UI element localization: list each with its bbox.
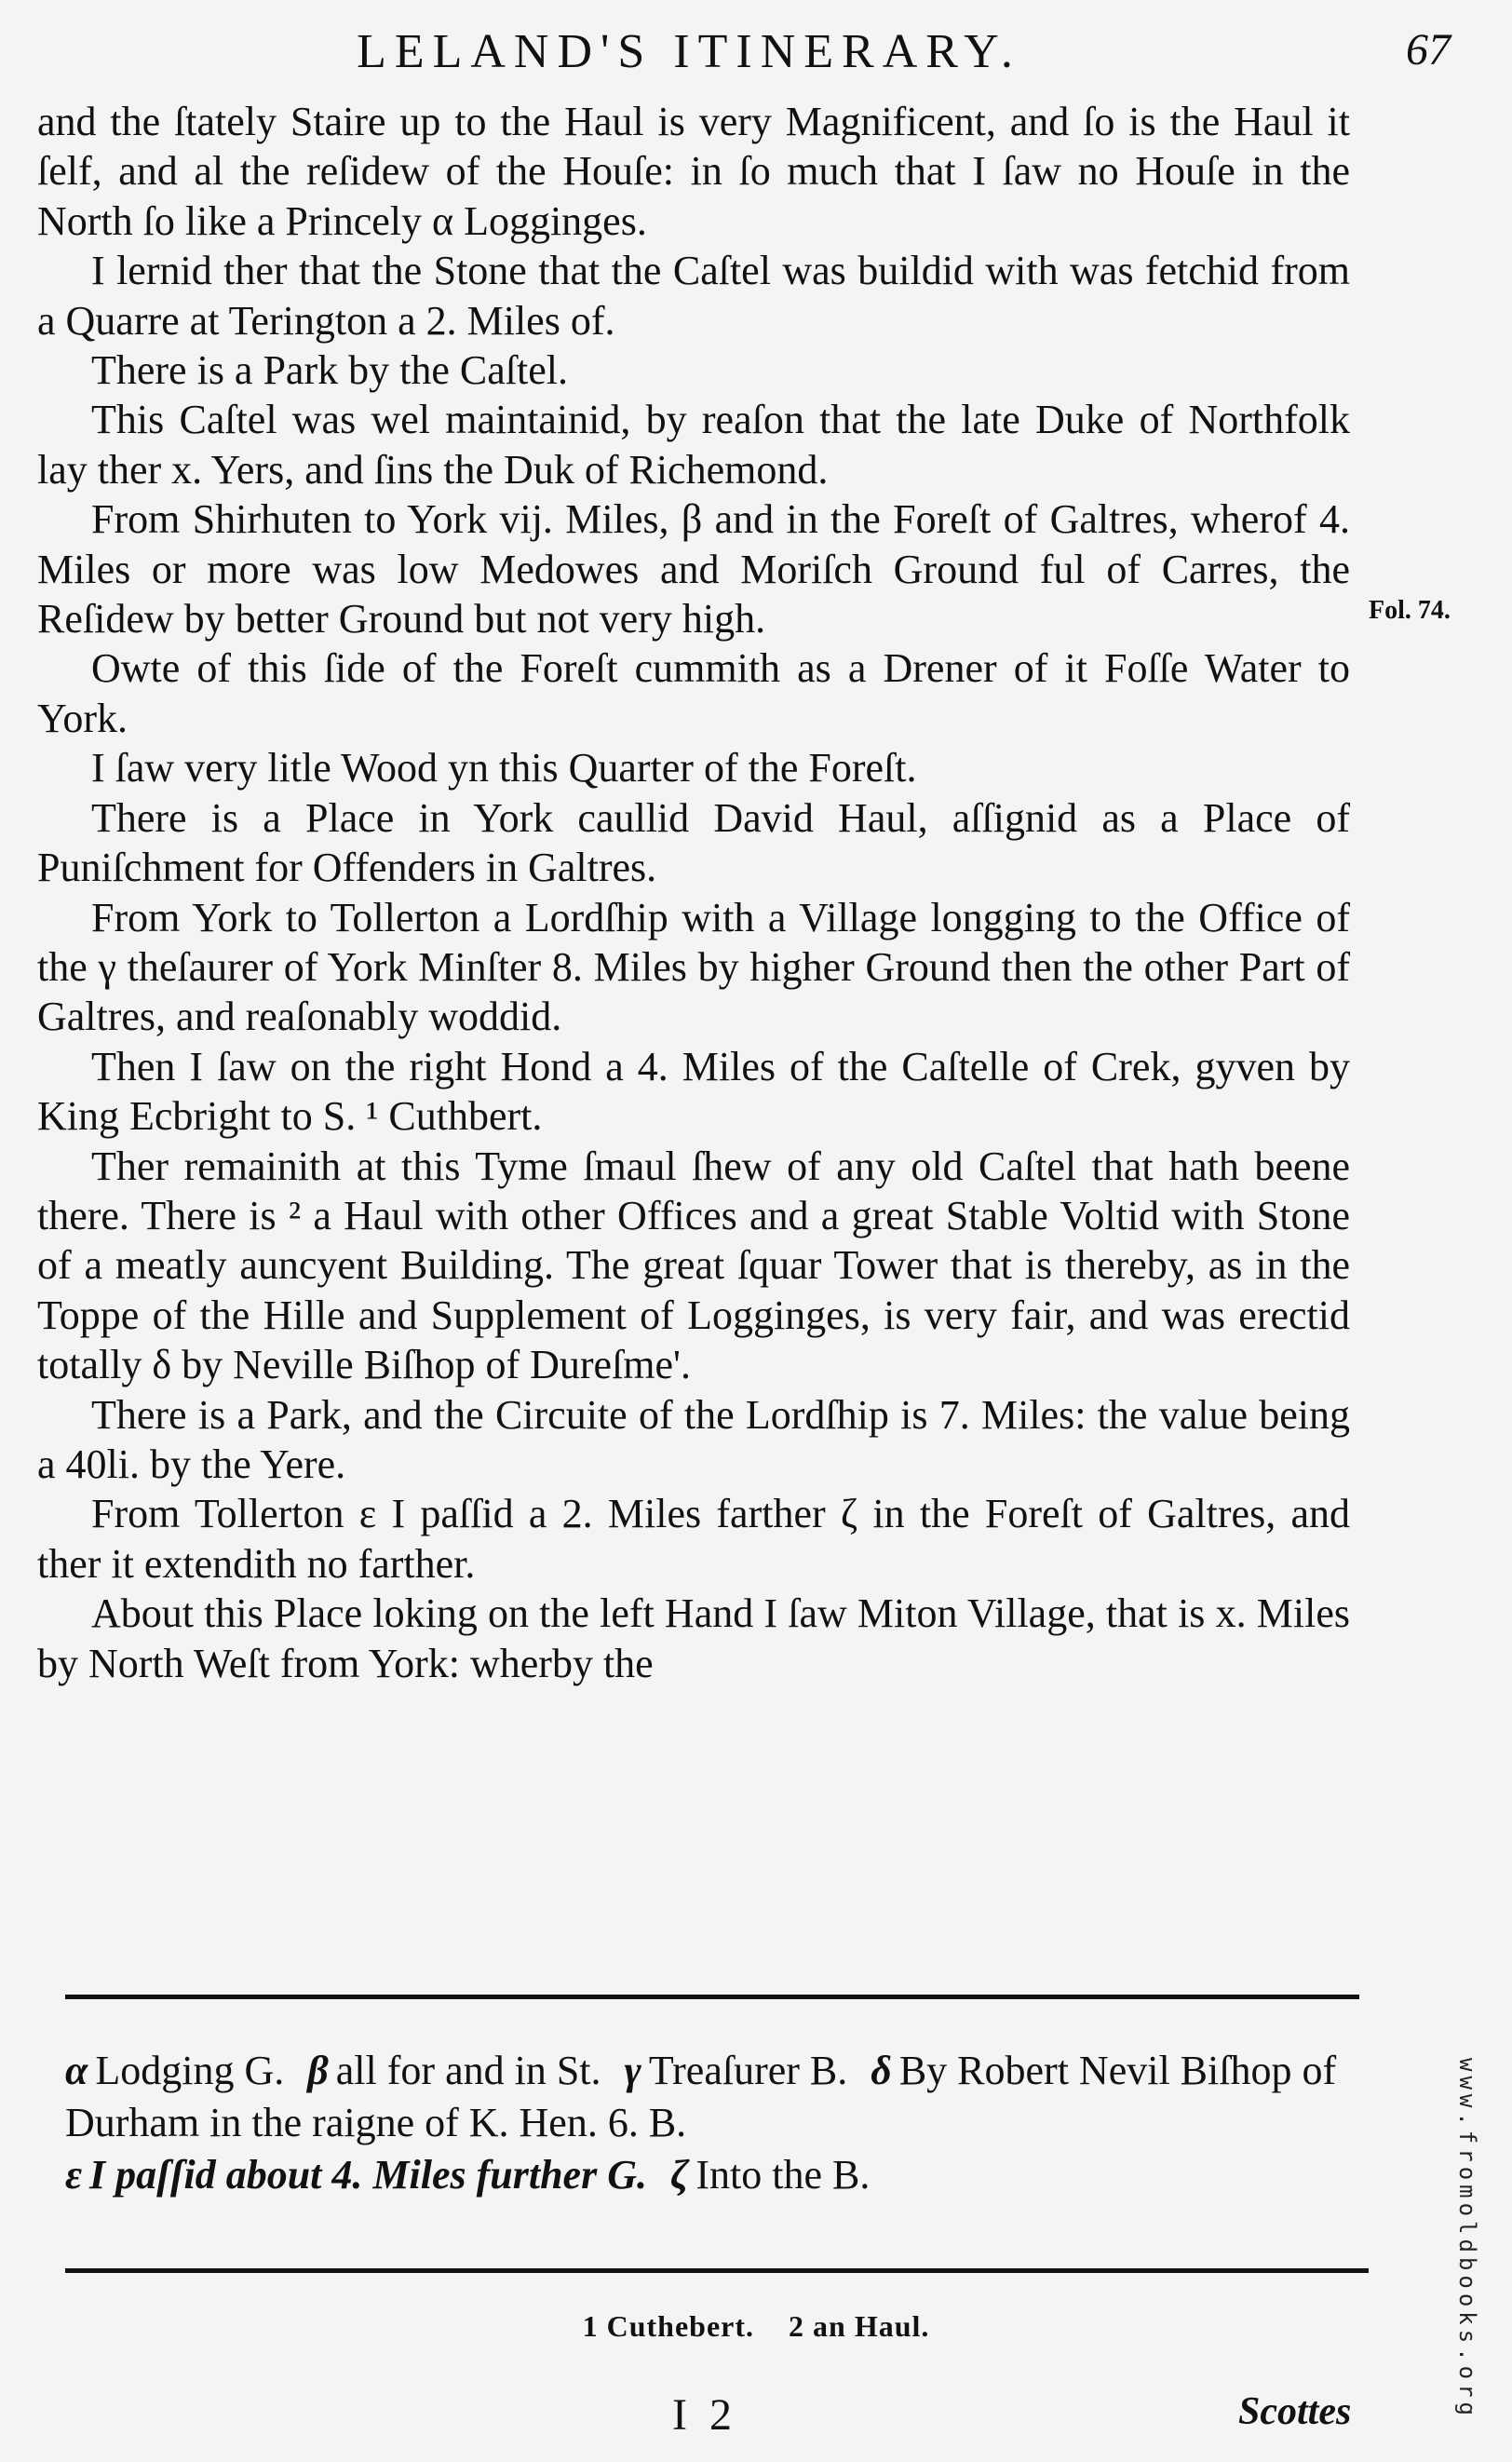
footnote-marker: ε xyxy=(65,2152,83,2198)
paragraph: I ſaw very litle Wood yn this Quarter of the Foreſt. xyxy=(91,745,917,791)
variant-note: 1 Cuthebert. xyxy=(582,2309,755,2343)
footnote-marker: α xyxy=(65,2048,88,2093)
paragraph: There is a Park, and the Circuite of the Lordſhip is 7. Miles: the value being a 40li. by the Yere. xyxy=(37,1391,1350,1487)
footnote-line xyxy=(65,2045,1369,2149)
footnote-marker: γ xyxy=(624,2048,641,2093)
footnote-gamma xyxy=(625,2048,848,2093)
paragraph: and the ſtately Staire up to the Haul is very Magnificent, and ſo is the Haul it ſelf, and al the reſidew of the Houſe: in ſo much that I ſaw no Houſe in the North ſo like a Princely α Logginges. xyxy=(37,99,1350,244)
footnote-divider-top xyxy=(65,1995,1359,1999)
footnote-text: I paſſid about 4. Miles further G. xyxy=(89,2152,647,2198)
footnote-text: By Robert Nevil Biſhop of Durham in the raigne of K. Hen. 6. B. xyxy=(65,2048,1337,2145)
watermark: www.fromoldbooks.org xyxy=(1454,2058,1480,2420)
paragraph: This Caſtel was wel maintainid, by reaſon that the late Duke of Northfolk lay ther x. Yers, and ſins the Duk of Richemond. xyxy=(37,397,1350,493)
footnote-marker: δ xyxy=(871,2048,892,2093)
paragraph: About this Place loking on the left Hand I ſaw Miton Village, that is x. Miles by North Weſt from York: wherby the xyxy=(37,1590,1350,1686)
main-text xyxy=(37,97,1350,1688)
paragraph: From Tollerton ε I paſſid a 2. Miles farther ζ in the Foreſt of Galtres, and ther it extendith no farther. xyxy=(37,1491,1350,1587)
footnote-beta xyxy=(307,2048,601,2093)
paragraph: From Shirhuten to York vij. Miles, β and in the Foreſt of Galtres, wherof 4. Miles or more was low Medowes and Moriſch Ground ful of Carres, the Reſidew by better Ground but not very high. xyxy=(37,496,1350,643)
variant-note: 2 an Haul. xyxy=(789,2309,930,2343)
page-number: 67 xyxy=(1406,25,1451,74)
signature-mark: I 2 xyxy=(672,2390,737,2440)
footnote-epsilon xyxy=(65,2152,647,2198)
footnote-line xyxy=(65,2149,1369,2201)
paragraph: Then I ſaw on the right Hond a 4. Miles of the Caſtelle of Crek, gyven by King Ecbright to S. ¹ Cuthbert. xyxy=(37,1043,1350,1140)
paragraph: Owte of this ſide of the Foreſt cummith as a Drener of it Foſſe Water to York. xyxy=(37,645,1350,741)
paragraph: Ther remainith at this Tyme ſmaul ſhew of any old Caſtel that hath beene there. There is ² a Haul with other Offices and a great Stable Voltid with Stone of a meatly auncyent Building. The great ſquar Tower that is thereby, as in the Toppe of the Hille and Supplement of Logginges, is very fair, and was erectid totally δ by Neville Biſhop of Dureſme'. xyxy=(37,1143,1350,1388)
paragraph: I lernid ther that the Stone that the Caſtel was buildid with was fetchid from a Quarre at Terington a 2. Miles of. xyxy=(37,248,1350,344)
footnote-text: Into the B. xyxy=(695,2152,871,2198)
footnote-text: Lodging G. xyxy=(95,2048,285,2093)
paragraph: There is a Park by the Caſtel. xyxy=(91,347,568,394)
footnotes xyxy=(65,2045,1369,2201)
catchword: Scottes xyxy=(1238,2390,1352,2433)
textual-variants xyxy=(0,2309,1512,2344)
margin-folio-note: Fol. 74. xyxy=(1369,596,1451,625)
paragraph: There is a Place in York caullid David Haul, aſſignid as a Place of Puniſchment for Offenders in Galtres. xyxy=(37,794,1350,891)
footnote-divider-bottom xyxy=(65,2268,1369,2273)
footnote-alpha xyxy=(65,2048,284,2093)
footnote-text: all for and in St. xyxy=(335,2048,601,2093)
paragraph: From York to Tollerton a Lordſhip with a Village longging to the Office of the γ theſaurer of York Minſter 8. Miles by higher Ground then the other Part of Galtres, and reaſonably woddid. xyxy=(37,894,1350,1040)
footnote-text: Treaſurer B. xyxy=(648,2048,848,2093)
running-head-title: LELAND'S ITINERARY. xyxy=(357,25,1021,78)
footnote-marker: ζ xyxy=(670,2152,689,2198)
footnote-zeta xyxy=(670,2152,870,2198)
footnote-marker: β xyxy=(307,2048,329,2093)
